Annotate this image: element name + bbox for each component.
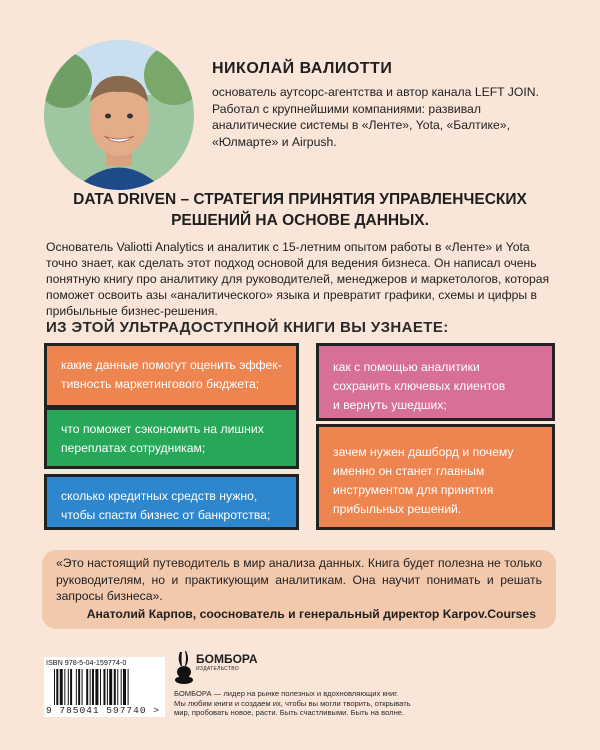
barcode-bar bbox=[56, 669, 58, 705]
barcode-bar bbox=[90, 669, 91, 705]
card-line: какие данные помогут оценить эффек- bbox=[61, 358, 282, 372]
barcode-bar bbox=[70, 669, 72, 705]
barcode-bar bbox=[121, 669, 122, 705]
barcode-bar bbox=[107, 669, 108, 705]
barcode-bar bbox=[123, 669, 126, 705]
barcode-bar bbox=[64, 669, 65, 705]
slogan-line: Мы любим книги и создаем их, чтобы вы могли творить, открывать bbox=[174, 698, 411, 708]
headline-line1: DATA DRIVEN – СТРАТЕГИЯ ПРИНЯТИЯ УПРАВЛЕНЧЕСКИХ bbox=[73, 191, 527, 208]
feature-card-dashboard bbox=[316, 424, 555, 530]
feature-card-savings bbox=[44, 407, 299, 469]
card-line: зачем нужен дашборд и почему bbox=[333, 445, 514, 459]
barcode-bar bbox=[68, 669, 69, 705]
card-line: как с помощью аналитики bbox=[333, 360, 480, 374]
slogan-line: БОМБОРА — лидер на рынке полезных и вдохновляющих книг. bbox=[174, 689, 399, 698]
card-line: чтобы спасти бизнес от банкротства; bbox=[61, 508, 271, 522]
publisher-logo-sub: ИЗДАТЕЛЬСТВО bbox=[196, 666, 239, 672]
slogan-line: мир, пробовать новое, расти. Быть счастливыми. Быть на волне. bbox=[174, 708, 405, 718]
learn-title: ИЗ ЭТОЙ УЛЬТРАДОСТУПНОЙ КНИГИ ВЫ УЗНАЕТЕ: bbox=[46, 319, 449, 336]
author-bio: основатель аутсорс-агентства и автор канала LEFT JOIN. Работал с крупнейшими компаниями: развивал аналитические системы в «Ленте», Yota, «Балтике», «Юлмарте» и Airpush. bbox=[212, 85, 539, 149]
isbn-barcode bbox=[44, 657, 165, 717]
feature-card-clients bbox=[316, 343, 555, 421]
bombora-rabbit-logo bbox=[173, 650, 195, 684]
barcode-bar bbox=[82, 669, 83, 705]
publisher-logo-name: БОМБОРА bbox=[196, 652, 258, 666]
feature-card-credit bbox=[44, 474, 299, 530]
intro-paragraph: Основатель Valiotti Analytics и аналитик с 15-летним опытом работы в «Ленте» и Yota точно знает, как сделать этот подход основой для ведения бизнеса. Он написал очень понятную книгу про аналитику для руководителей, менеджеров и маркетологов, которая поможет освоить азы «аналитического» языка и превратит графики, схемы и цифры в прибыльные бизнес-решения. bbox=[46, 240, 550, 318]
barcode-number: 9 785041 597740 > bbox=[46, 705, 160, 716]
quote-signature: Анатолий Карпов, сооснователь и генеральный директор Karpov.Courses bbox=[86, 607, 536, 621]
card-line: инструментом для принятия bbox=[333, 483, 494, 497]
barcode-bar bbox=[100, 669, 101, 705]
barcode-bar bbox=[109, 669, 112, 705]
headline bbox=[40, 189, 560, 231]
barcode-bar bbox=[76, 669, 77, 705]
quote-text: «Это настоящий путеводитель в мир анализа данных. Книга будет полезна не только руководителям, но и практикующим аналитикам. Она научит понимать и решать запросы бизнеса». bbox=[56, 556, 542, 603]
publisher-slogan bbox=[174, 689, 444, 718]
testimonial-quote bbox=[42, 550, 556, 629]
barcode-bar bbox=[117, 669, 118, 705]
card-line: переплатах сотрудникам; bbox=[61, 441, 206, 455]
barcode-bar bbox=[86, 669, 88, 705]
author-block bbox=[212, 60, 552, 150]
card-line: именно он станет главным bbox=[333, 464, 485, 478]
barcode-bar bbox=[60, 669, 63, 705]
card-line: сохранить ключевых клиентов bbox=[333, 379, 506, 393]
barcode bbox=[54, 669, 156, 705]
barcode-bar bbox=[114, 669, 116, 705]
barcode-bar bbox=[92, 669, 94, 705]
author-photo bbox=[44, 40, 194, 190]
feature-card-marketing bbox=[44, 343, 299, 408]
barcode-bar bbox=[54, 669, 55, 705]
isbn-label: ISBN 978-5-04-159774-0 bbox=[46, 658, 127, 667]
card-line: тивность маркетингового бюджета; bbox=[61, 377, 260, 391]
card-line: и вернуть ушедших; bbox=[333, 398, 447, 412]
barcode-bar bbox=[103, 669, 105, 705]
barcode-bar bbox=[128, 669, 129, 705]
headline-line2: РЕШЕНИЙ НА ОСНОВЕ ДАННЫХ. bbox=[171, 212, 429, 229]
author-name: НИКОЛАЙ ВАЛИОТТИ bbox=[212, 60, 393, 77]
barcode-bar bbox=[78, 669, 80, 705]
barcode-bar bbox=[95, 669, 98, 705]
card-line: что поможет сэкономить на лишних bbox=[61, 422, 264, 436]
card-line: прибыльных решений. bbox=[333, 502, 462, 516]
card-line: сколько кредитных средств нужно, bbox=[61, 489, 258, 503]
